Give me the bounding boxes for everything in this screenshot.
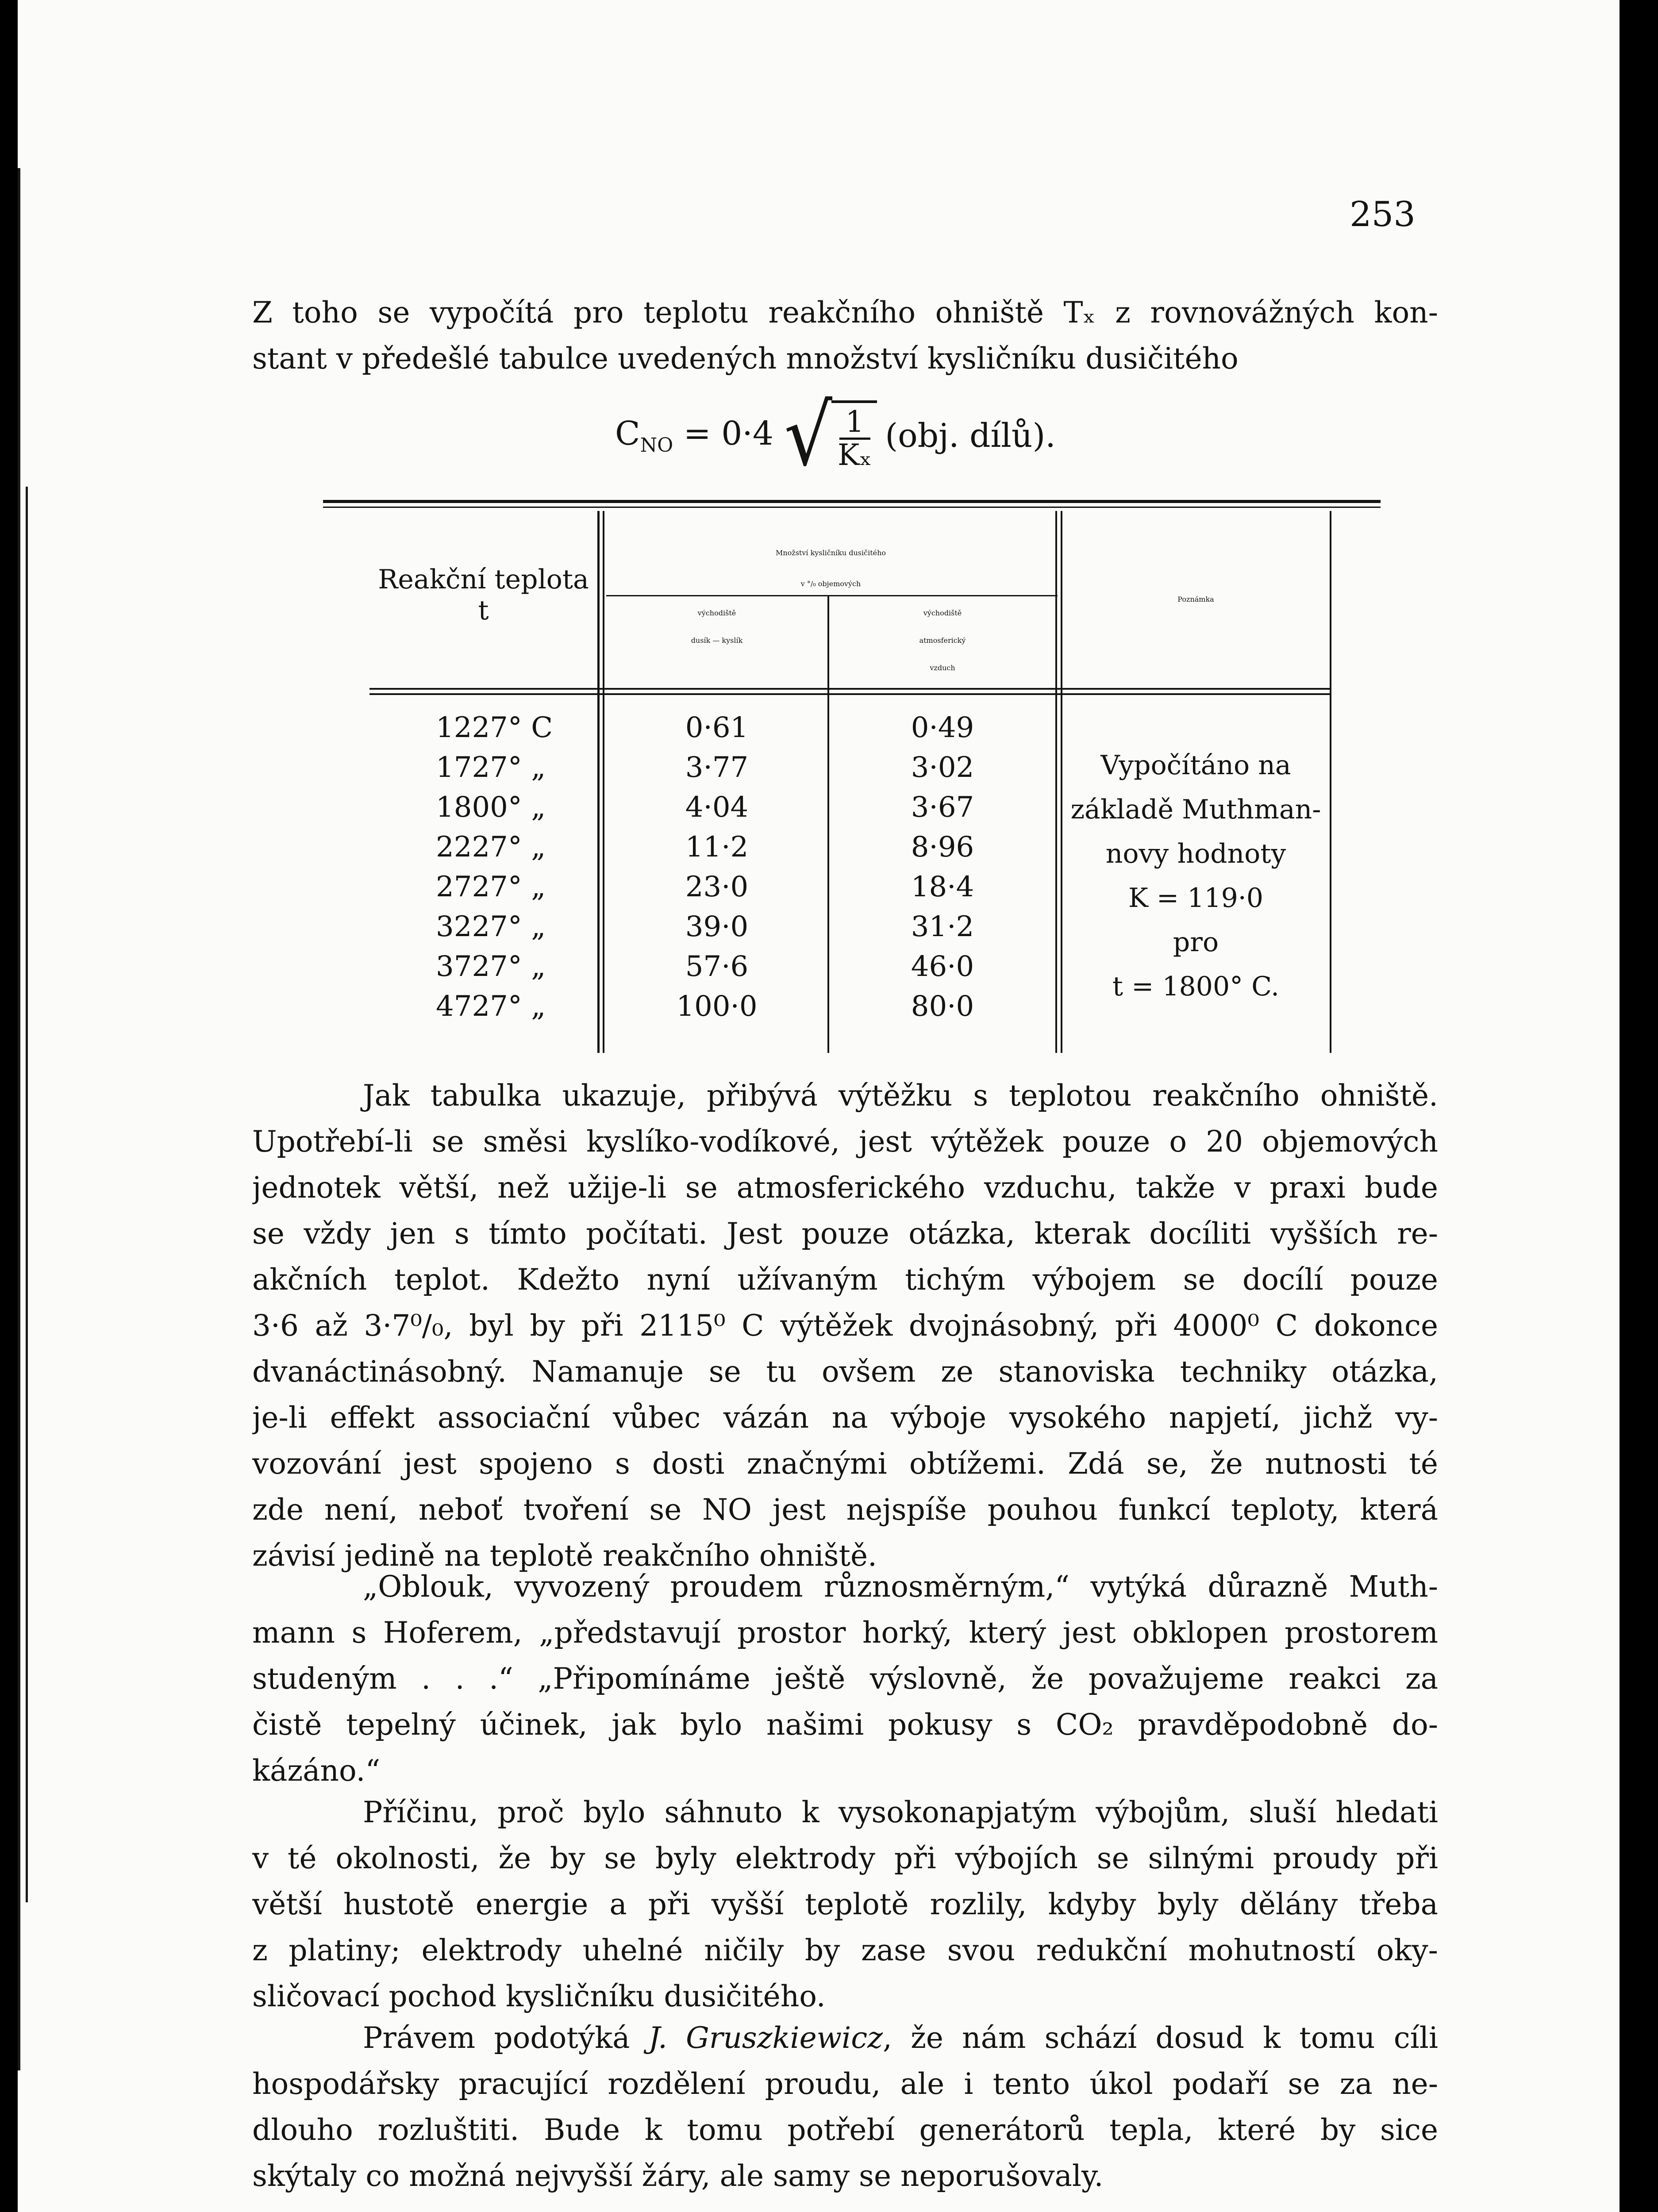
text-line: zde není, neboť tvoření se NO jest nejspíše pouhou funkcí teploty, která — [252, 1493, 1438, 1527]
text-line: sličovací pochod kysličníku dusičitého. — [252, 1979, 826, 2013]
intro-paragraph — [252, 290, 1438, 382]
table-cell: 0·49 — [911, 711, 974, 744]
text-line: dlouho rozluštiti. Bude k tomu potřebí generátorů tepla, které by sice — [252, 2113, 1438, 2147]
denominator: Kₓ — [838, 438, 872, 472]
paragraph — [252, 2015, 1438, 2199]
table-cell: 46·0 — [911, 950, 974, 983]
column-divider — [827, 595, 829, 1053]
table-cell: 18·4 — [911, 871, 974, 903]
text-line: stant v předešlé tabulce uvedených množství kysličníku dusičitého — [252, 342, 1239, 376]
table-cell: 1800° „ — [436, 791, 546, 824]
scan-edge-line — [26, 487, 28, 1902]
text-line: Příčinu, proč bylo sáhnuto k vysokonapjatým výbojům, sluší hledati — [363, 1795, 1438, 1829]
text-line: mann s Hoferem, „představují prostor horký, který jest obklopen prostorem — [252, 1616, 1438, 1650]
table-cell: 39·0 — [685, 910, 749, 943]
numerator: 1 — [839, 407, 870, 440]
header-amount-group: Množství kysličníku dusičitého v °/₀ objemových — [775, 549, 886, 588]
table-header-rule — [369, 688, 1330, 690]
table-top-rule — [323, 507, 1381, 508]
text-line: Právem podotýká J. Gruszkiewicz, že nám schází dosud k tomu cíli — [363, 2021, 1438, 2055]
table-cell: 31·2 — [911, 910, 974, 943]
column-divider — [1330, 511, 1331, 1053]
header-air: východiště atmosferický vzduch — [919, 609, 966, 672]
table-cell: 4·04 — [685, 791, 749, 824]
formula — [615, 386, 1056, 484]
table-cell: 4727° „ — [436, 990, 546, 1023]
header-note: Poznámka — [1177, 595, 1214, 603]
text-line: je-li effekt associační vůbec vázán na výboje vysokého napjetí, jichž vy- — [252, 1401, 1438, 1435]
text-line: z platiny; elektrody uhelné ničily by zase svou redukční mohutností oky- — [252, 1933, 1438, 1967]
table-cell: 2727° „ — [436, 871, 546, 903]
radical-sign: √ — [784, 386, 832, 484]
text-line: „Oblouk, vyvozený proudem různosměrným,“ vytýká důrazně Muth- — [363, 1570, 1438, 1604]
column-divider — [1055, 511, 1057, 1053]
table-cell: 3·77 — [685, 751, 749, 784]
paragraph — [252, 1790, 1438, 2020]
text-line: dvanáctinásobný. Namanuje se tu ovšem ze stanoviska techniky otázka, — [252, 1355, 1438, 1389]
text-line: vozování jest spojeno s dosti značnými obtížemi. Zdá se, že nutnosti té — [252, 1447, 1438, 1481]
nitrogen-oxygen-column — [606, 708, 827, 1026]
text-line: v té okolnosti, že by se byly elektrody při výbojích se silnými proudy při — [252, 1841, 1438, 1875]
note-cell: Vypočítáno na základě Muthman- novy hodnoty K = 119·0 pro t = 1800° C. — [1070, 750, 1321, 1002]
paragraph — [252, 1564, 1438, 1794]
text-line: čistě tepelný účinek, jak bylo našimi pokusy s CO₂ pravděpodobně do- — [252, 1708, 1438, 1742]
text-line: studeným . . .“ „Připomínáme ještě výslovně, že považujeme reakci za — [252, 1662, 1438, 1696]
table-header-rule — [369, 693, 1330, 695]
text-line: Jak tabulka ukazuje, přibývá výtěžku s teplotou reakčního ohniště. — [363, 1079, 1438, 1113]
table-cell: 23·0 — [685, 871, 749, 903]
table-cell: 80·0 — [911, 990, 974, 1023]
text-line: se vždy jen s tímto počítati. Jest pouze otázka, kterak docíliti vyšších re- — [252, 1217, 1438, 1251]
text-line: skýtaly co možná nejvyšší žáry, ale samy se neporušovaly. — [252, 2159, 1104, 2193]
table-cell: 100·0 — [676, 990, 758, 1023]
fraction — [831, 400, 877, 471]
table-cell: 8·96 — [911, 831, 974, 864]
table-cell: 3227° „ — [436, 910, 546, 943]
header-nitrogen-oxygen: východiště dusík — kyslík — [691, 609, 743, 645]
column-divider — [597, 511, 600, 1053]
column-divider — [603, 511, 604, 1053]
table-cell: 2227° „ — [436, 831, 546, 864]
air-column — [830, 708, 1055, 1026]
temperature-column — [436, 708, 553, 1026]
table-cell: 3727° „ — [436, 950, 546, 983]
page-number: 253 — [1350, 195, 1416, 234]
text-line: akčních teplot. Kdežto nyní užívaným tichým výbojem se docílí pouze — [252, 1263, 1438, 1297]
table-top-rule — [323, 500, 1381, 503]
text-line: větší hustotě energie a při vyšší teplotě rozlily, kdyby byly dělány třeba — [252, 1887, 1438, 1921]
text-line: Z toho se vypočítá pro teplotu reakčního ohniště Tₓ z rovnovážných kon- — [252, 296, 1438, 330]
table-cell: 1727° „ — [436, 751, 546, 784]
scan-edge-line — [18, 168, 20, 2070]
paragraph — [252, 1073, 1438, 1579]
text-line: Upotřebí-li se směsi kyslíko-vodíkové, jest výtěžek pouze o 20 objemových — [252, 1125, 1438, 1159]
square-root — [781, 386, 877, 484]
table-cell: 0·61 — [685, 711, 749, 744]
text-line: 3·6 až 3·7⁰/₀, byl by při 2115⁰ C výtěžek dvojnásobný, při 4000⁰ C dokonce — [252, 1309, 1438, 1343]
header-temperature: Reakční teplota t — [378, 564, 589, 626]
table-cell: 1227° C — [436, 711, 553, 744]
author-name: J. Gruszkiewicz — [648, 2021, 883, 2055]
table-cell: 3·67 — [911, 791, 974, 824]
text-line: kázáno.“ — [252, 1754, 381, 1788]
formula-lhs: $C_{NO} = 0\cdot 4$ — [615, 415, 773, 457]
text-line: jednotek větší, než užije-li se atmosferického vzduchu, takže v praxi bude — [252, 1171, 1438, 1205]
formula-unit: (obj. dílů). — [885, 416, 1056, 455]
table-cell: 11·2 — [685, 831, 749, 864]
text-line: závisí jedině na teplotě reakčního ohniště. — [252, 1539, 877, 1573]
table-cell: 3·02 — [911, 751, 974, 784]
text-line: hospodářsky pracující rozdělení proudu, ale i tento úkol podaří se za ne- — [252, 2067, 1438, 2101]
table-cell: 57·6 — [685, 950, 749, 983]
book-page — [18, 0, 1620, 2212]
